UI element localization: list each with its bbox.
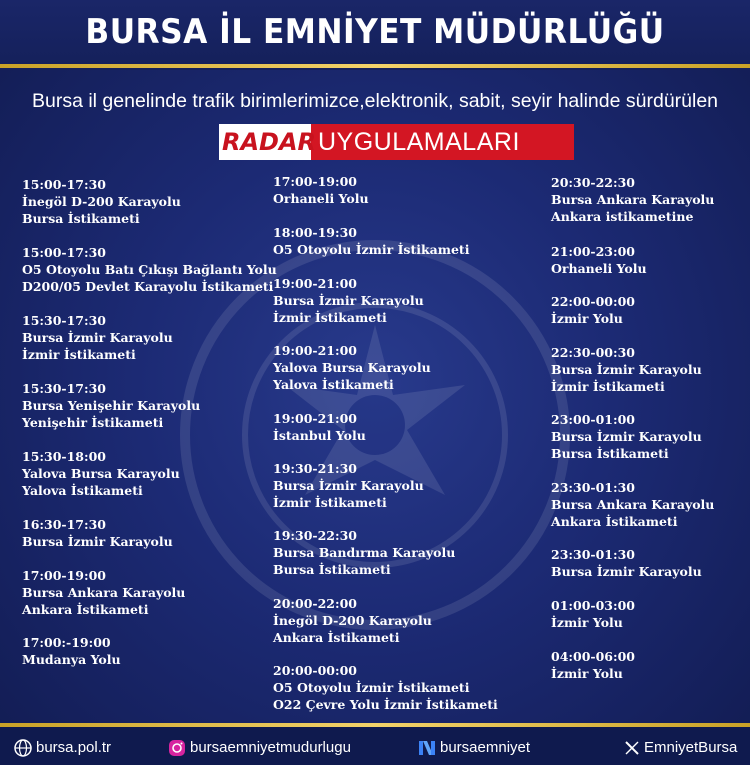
- schedule-entry: [273, 662, 498, 713]
- schedule-location: Bursa Ankara Karayolu: [551, 192, 715, 207]
- footer-nsosyal[interactable]: [418, 738, 530, 758]
- schedule-entry: [551, 243, 647, 277]
- schedule-location: İstanbul Yolu: [273, 428, 366, 443]
- schedule-location: İzmir İstikameti: [551, 379, 665, 394]
- schedule-location: Bursa İstikameti: [551, 446, 669, 461]
- subtitle: Bursa il genelinde trafik birimlerimizce,elektronik, sabit, seyir halinde sürdürülen: [31, 90, 719, 112]
- schedule-location: İnegöl D-200 Karayolu: [273, 613, 432, 628]
- schedule-entry: [551, 411, 702, 462]
- schedule-location: Bursa İzmir Karayolu: [273, 293, 424, 308]
- schedule-location: Bursa İzmir Karayolu: [551, 362, 702, 377]
- schedule-time: 15:30-17:30: [22, 313, 106, 328]
- footer-instagram[interactable]: [168, 738, 351, 758]
- schedule-time: 15:30-17:30: [22, 381, 106, 396]
- schedule-entry: [22, 516, 173, 550]
- schedule-location: İzmir Yolu: [551, 615, 623, 630]
- schedule-entry: [551, 648, 635, 682]
- schedule-time: 19:00-21:00: [273, 276, 357, 291]
- schedule-time: 15:30-18:00: [22, 449, 106, 464]
- schedule-entry: [273, 224, 469, 258]
- schedule-time: 23:30-01:30: [551, 480, 635, 495]
- schedule-location: Mudanya Yolu: [22, 652, 121, 667]
- schedule-location: İzmir İstikameti: [273, 495, 387, 510]
- schedule-time: 16:30-17:30: [22, 517, 106, 532]
- schedule-location: O22 Çevre Yolu İzmir İstikameti: [273, 697, 498, 712]
- schedule-location: Bursa Yenişehir Karayolu: [22, 398, 201, 413]
- globe-icon: [14, 739, 32, 757]
- footer-website[interactable]: [14, 738, 111, 758]
- x-logo-icon: [624, 740, 640, 756]
- schedule-time: 20:00-22:00: [273, 596, 357, 611]
- schedule-location: Bursa Ankara Karayolu: [551, 497, 715, 512]
- schedule-location: Yenişehir İstikameti: [22, 415, 164, 430]
- page-title: BURSA İL EMNİYET MÜDÜRLÜĞÜ: [85, 12, 665, 52]
- schedule-entry: [22, 244, 277, 295]
- schedule-location: İzmir İstikameti: [22, 347, 136, 362]
- schedule-time: 20:00-00:00: [273, 663, 357, 678]
- footer-x[interactable]: [624, 738, 737, 758]
- schedule-entry: [551, 174, 714, 225]
- schedule-entry: [551, 479, 714, 530]
- schedule-time: 23:30-01:30: [551, 547, 635, 562]
- schedule-location: Orhaneli Yolu: [551, 261, 647, 276]
- schedule-location: Bursa Ankara Karayolu: [22, 585, 186, 600]
- schedule-time: 20:30-22:30: [551, 175, 635, 190]
- schedule-location: Yalova İstikameti: [273, 377, 394, 392]
- radar-banner-bold-word: RADAR: [222, 128, 317, 156]
- schedule-location: Bursa Bandırma Karayolu: [273, 545, 456, 560]
- schedule-location: Bursa İzmir Karayolu: [22, 534, 173, 549]
- schedule-entry: [22, 567, 185, 618]
- schedule-location: Ankara İstikameti: [551, 514, 678, 529]
- schedule-entry: [273, 275, 424, 326]
- schedule-entry: [22, 448, 180, 499]
- schedule-time: 19:30-22:30: [273, 528, 357, 543]
- schedule-entry: [551, 597, 635, 631]
- schedule-location: Ankara İstikameti: [273, 630, 400, 645]
- schedule-location: Ankara İstikameti: [22, 602, 149, 617]
- schedule-time: 21:00-23:00: [551, 244, 635, 259]
- schedule-location: Bursa İzmir Karayolu: [22, 330, 173, 345]
- schedule-time: 01:00-03:00: [551, 598, 635, 613]
- schedule-time: 04:00-06:00: [551, 649, 635, 664]
- schedule-location: Orhaneli Yolu: [273, 191, 369, 206]
- schedule-entry: [273, 342, 431, 393]
- schedule-time: 17:00-19:00: [273, 174, 357, 189]
- schedule-location: Bursa İzmir Karayolu: [551, 564, 702, 579]
- schedule-location: İzmir Yolu: [551, 311, 623, 326]
- schedule-entry: [273, 460, 424, 511]
- schedule-time: 15:00-17:30: [22, 177, 106, 192]
- schedule-entry: [273, 527, 455, 578]
- schedule-time: 15:00-17:30: [22, 245, 106, 260]
- header-gold-rule: [0, 64, 750, 68]
- schedule-entry: [22, 634, 121, 668]
- schedule-time: 17:00:-19:00: [22, 635, 111, 650]
- instagram-icon: [168, 739, 186, 757]
- schedule-location: Bursa İstikameti: [273, 562, 391, 577]
- schedule-location: Yalova Bursa Karayolu: [273, 360, 431, 375]
- schedule-location: Bursa İzmir Karayolu: [273, 478, 424, 493]
- schedule-location: O5 Otoyolu İzmir İstikameti: [273, 680, 470, 695]
- schedule-location: O5 Otoyolu Batı Çıkışı Bağlantı Yolu: [22, 262, 277, 277]
- schedule-entry: [22, 176, 181, 227]
- schedule-time: 18:00-19:30: [273, 225, 357, 240]
- schedule-entry: [273, 410, 366, 444]
- schedule-entry: [22, 312, 173, 363]
- schedule-location: İnegöl D-200 Karayolu: [22, 194, 181, 209]
- schedule-time: 17:00-19:00: [22, 568, 106, 583]
- schedule-entry: [273, 595, 432, 646]
- schedule-location: İzmir Yolu: [551, 666, 623, 681]
- schedule-entry: [22, 380, 200, 431]
- nsosyal-icon: [418, 739, 436, 757]
- footer-instagram-label: bursaemniyetmudurlugu: [190, 739, 351, 756]
- schedule-entry: [551, 546, 702, 580]
- schedule-location: Ankara istikametine: [551, 209, 694, 224]
- schedule-time: 22:00-00:00: [551, 294, 635, 309]
- schedule-location: D200/05 Devlet Karayolu İstikameti: [22, 279, 274, 294]
- schedule-location: Yalova İstikameti: [22, 483, 143, 498]
- schedule-location: Bursa İzmir Karayolu: [551, 429, 702, 444]
- radar-banner-rest: UYGULAMALARI: [318, 128, 520, 156]
- schedule-entry: [551, 293, 635, 327]
- footer-x-label: EmniyetBursa: [644, 739, 738, 756]
- schedule-time: 23:00-01:00: [551, 412, 635, 427]
- footer-nsosyal-label: bursaemniyet: [440, 739, 531, 756]
- schedule-location: O5 Otoyolu İzmir İstikameti: [273, 242, 470, 257]
- schedule-location: İzmir İstikameti: [273, 310, 387, 325]
- footer-website-label: bursa.pol.tr: [36, 739, 112, 756]
- schedule-entry: [273, 173, 369, 207]
- schedule-entry: [551, 344, 702, 395]
- schedule-time: 19:30-21:30: [273, 461, 357, 476]
- schedule-time: 19:00-21:00: [273, 343, 357, 358]
- schedule-location: Bursa İstikameti: [22, 211, 140, 226]
- schedule-location: Yalova Bursa Karayolu: [22, 466, 180, 481]
- schedule-time: 22:30-00:30: [551, 345, 635, 360]
- schedule-time: 19:00-21:00: [273, 411, 357, 426]
